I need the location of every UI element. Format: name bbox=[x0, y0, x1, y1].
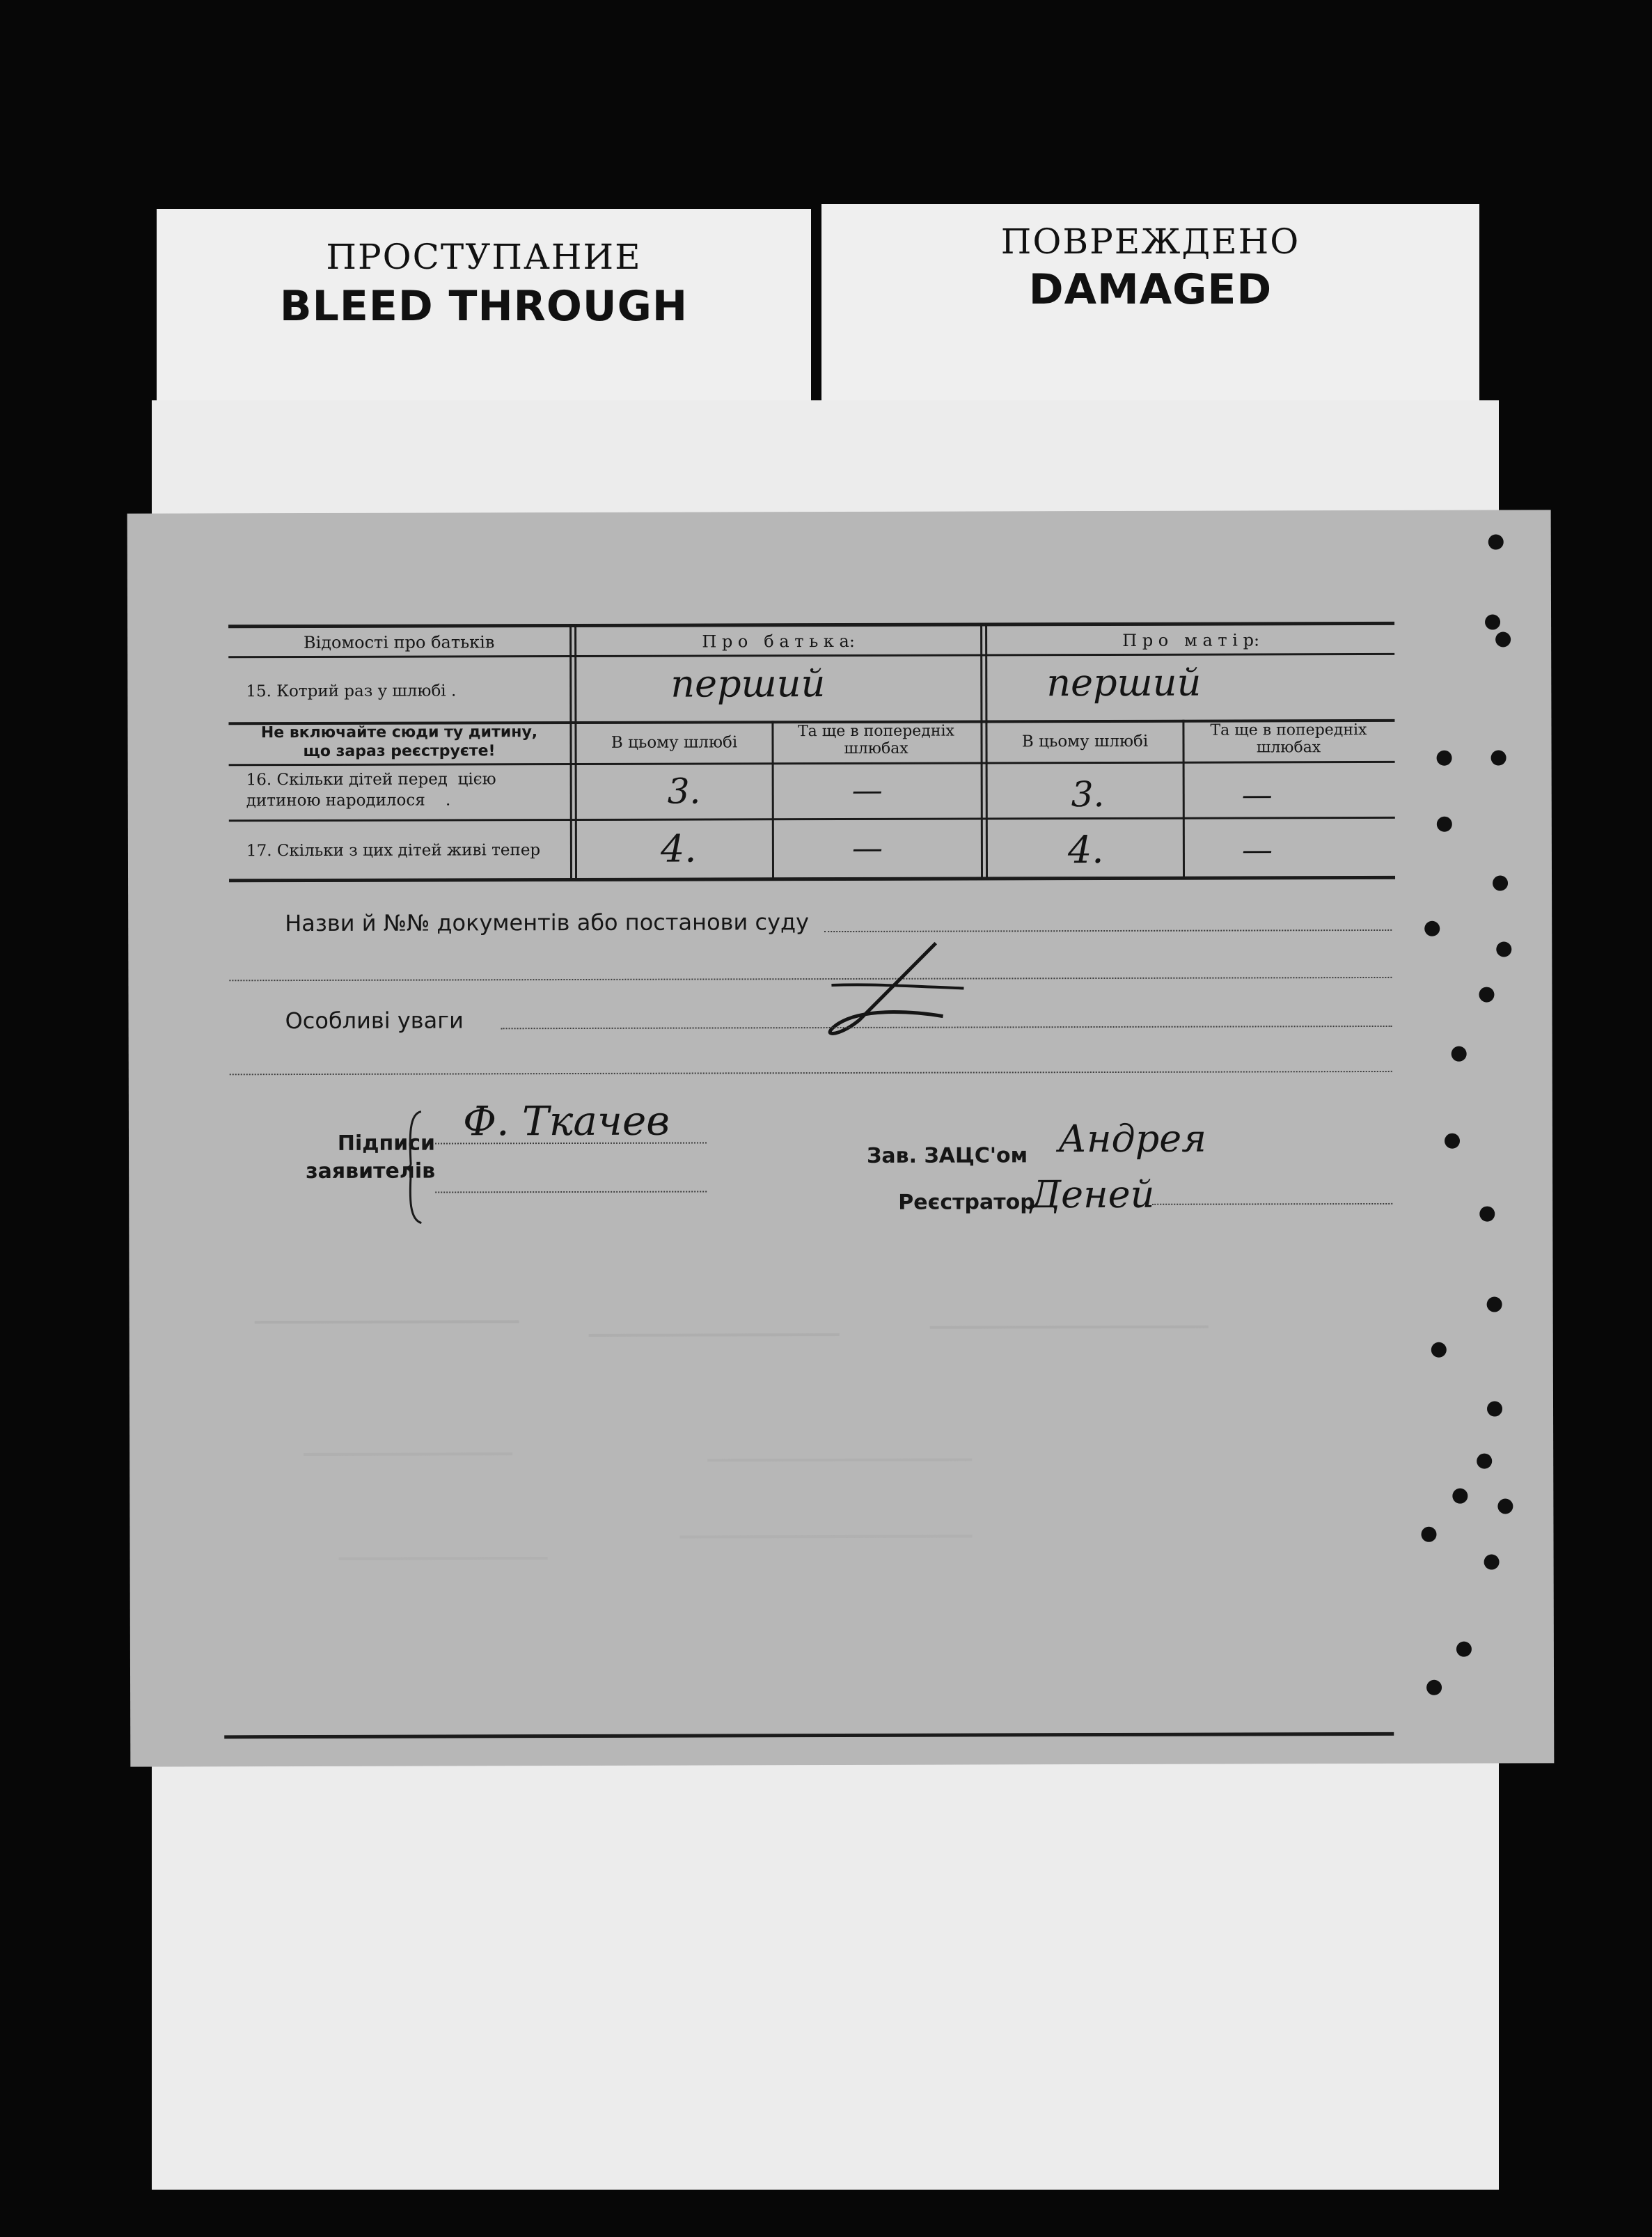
record-page bbox=[127, 510, 1555, 1766]
header-about-mother: П р о м а т і р: bbox=[1122, 630, 1260, 650]
damaged-label-en: DAMAGED bbox=[1028, 265, 1273, 314]
head-of-registry-signature: Андрея bbox=[1057, 1116, 1207, 1161]
binding-hole bbox=[1426, 1680, 1442, 1695]
subheader-mother-previous-line1: Та ще в попередніх bbox=[1210, 721, 1367, 739]
table-col-divider-4 bbox=[1182, 720, 1185, 879]
subheader-father-previous-line1: Та ще в попередніх bbox=[797, 722, 954, 741]
table-top-rule bbox=[228, 622, 1394, 628]
row15-label: 15. Котрий раз у шлюбі . bbox=[246, 682, 457, 701]
binding-hole bbox=[1445, 1133, 1460, 1149]
documents-label: Назви й №№ документів або постанови суду bbox=[285, 909, 810, 937]
signatures-label-line1: Підписи bbox=[337, 1131, 436, 1156]
table-col-divider-1 bbox=[569, 624, 572, 880]
bleed-through-ghost-4 bbox=[304, 1397, 512, 1456]
subheader-mother-this-marriage: В цьому шлюбі bbox=[1021, 732, 1149, 751]
binding-hole bbox=[1485, 615, 1500, 630]
binding-hole bbox=[1421, 1527, 1436, 1542]
binding-hole bbox=[1493, 875, 1508, 890]
subheader-mother-previous-line2: шлюбах bbox=[1256, 739, 1321, 757]
registrar-line bbox=[1152, 1203, 1392, 1205]
row16-father-this-marriage: 3. bbox=[667, 771, 701, 812]
binding-hole bbox=[1495, 631, 1511, 647]
row16-mother-previous: — bbox=[1241, 777, 1273, 813]
applicant-signature: Ф. Ткачев bbox=[462, 1097, 670, 1145]
binding-hole bbox=[1484, 1555, 1500, 1570]
table-bottom-rule bbox=[229, 876, 1395, 882]
row17-father-this-marriage: 4. bbox=[660, 826, 697, 871]
table-row16-rule bbox=[229, 817, 1395, 822]
row16-label-line1: 16. Скільки дітей перед цією bbox=[246, 770, 496, 790]
row17-mother-previous: — bbox=[1241, 832, 1273, 868]
row16-mother-this-marriage: 3. bbox=[1071, 774, 1105, 815]
page-bottom-rule bbox=[224, 1732, 1394, 1738]
header-about-father: П р о б а т ь к а: bbox=[702, 631, 855, 652]
binding-hole bbox=[1452, 1046, 1467, 1062]
signatures-bracket bbox=[404, 1108, 425, 1227]
binding-hole bbox=[1479, 1207, 1495, 1222]
binding-hole bbox=[1437, 751, 1452, 766]
table-subheader-rule bbox=[229, 761, 1395, 766]
row17-mother-this-marriage: 4. bbox=[1067, 828, 1104, 872]
table-col-divider-3 bbox=[980, 622, 983, 879]
bleed-through-label-en: BLEED THROUGH bbox=[279, 282, 689, 331]
binding-hole bbox=[1488, 535, 1504, 550]
row15-father-value: перший bbox=[670, 661, 826, 706]
damaged-label-ru: ПОВРЕЖДЕНО bbox=[1000, 221, 1300, 262]
row15-mother-value: перший bbox=[1046, 660, 1202, 705]
bleed-through-label-ru: ПРОСТУПАНИЕ bbox=[326, 237, 642, 277]
binding-hole bbox=[1452, 1489, 1468, 1504]
bleed-through-ghost-5 bbox=[707, 1417, 972, 1462]
registrar-label: Реєстратор bbox=[898, 1190, 1035, 1215]
row17-father-previous: — bbox=[851, 830, 883, 866]
damaged-label-card bbox=[821, 204, 1479, 401]
binding-hole bbox=[1487, 1402, 1502, 1417]
blank-field-stroke bbox=[699, 922, 1061, 1048]
bleed-through-ghost-3 bbox=[930, 1305, 1209, 1329]
subheader-warning-line1: Не включайте сюди ту дитину, bbox=[260, 723, 538, 742]
signatures-label-line2: заявителів bbox=[306, 1159, 436, 1184]
subheader-warning-line2: що зараз реєструєте! bbox=[303, 742, 496, 761]
subheader-father-this-marriage: В цьому шлюбі bbox=[611, 733, 738, 752]
binding-hole bbox=[1424, 921, 1440, 936]
notes-label: Особливі уваги bbox=[285, 1007, 464, 1035]
binding-hole bbox=[1491, 750, 1507, 765]
table-col-divider-1b bbox=[574, 624, 577, 880]
table-col-divider-2 bbox=[771, 721, 774, 879]
table-header-rule bbox=[228, 653, 1394, 658]
header-parents-info: Відомості про батьків bbox=[303, 632, 495, 653]
row16-label-line2: дитиною народилося . bbox=[246, 791, 451, 810]
head-of-registry-label: Зав. ЗАЦС'ом bbox=[867, 1143, 1028, 1168]
bleed-through-ghost-7 bbox=[338, 1536, 547, 1560]
binding-hole bbox=[1437, 817, 1452, 832]
bleed-through-ghost-1 bbox=[255, 1299, 519, 1324]
signature-line-2 bbox=[435, 1191, 707, 1193]
binding-hole bbox=[1477, 1454, 1492, 1469]
binding-hole bbox=[1431, 1342, 1447, 1358]
bleed-through-ghost-6 bbox=[679, 1514, 972, 1539]
binding-hole bbox=[1456, 1642, 1472, 1657]
row17-label: 17. Скільки з цих дітей живі тепер bbox=[246, 841, 541, 861]
subheader-father-previous-line2: шлюбах bbox=[844, 739, 908, 758]
row16-father-previous: — bbox=[851, 772, 883, 808]
binding-hole bbox=[1487, 1297, 1502, 1312]
binding-hole bbox=[1479, 987, 1494, 1003]
notes-line-2 bbox=[230, 1071, 1392, 1075]
registrar-signature: Деней bbox=[1030, 1172, 1155, 1217]
binding-hole bbox=[1496, 941, 1511, 957]
bleed-through-label-card bbox=[157, 209, 811, 400]
bleed-through-ghost-2 bbox=[589, 1312, 840, 1337]
table-col-divider-3b bbox=[985, 622, 988, 879]
binding-hole bbox=[1497, 1498, 1513, 1514]
